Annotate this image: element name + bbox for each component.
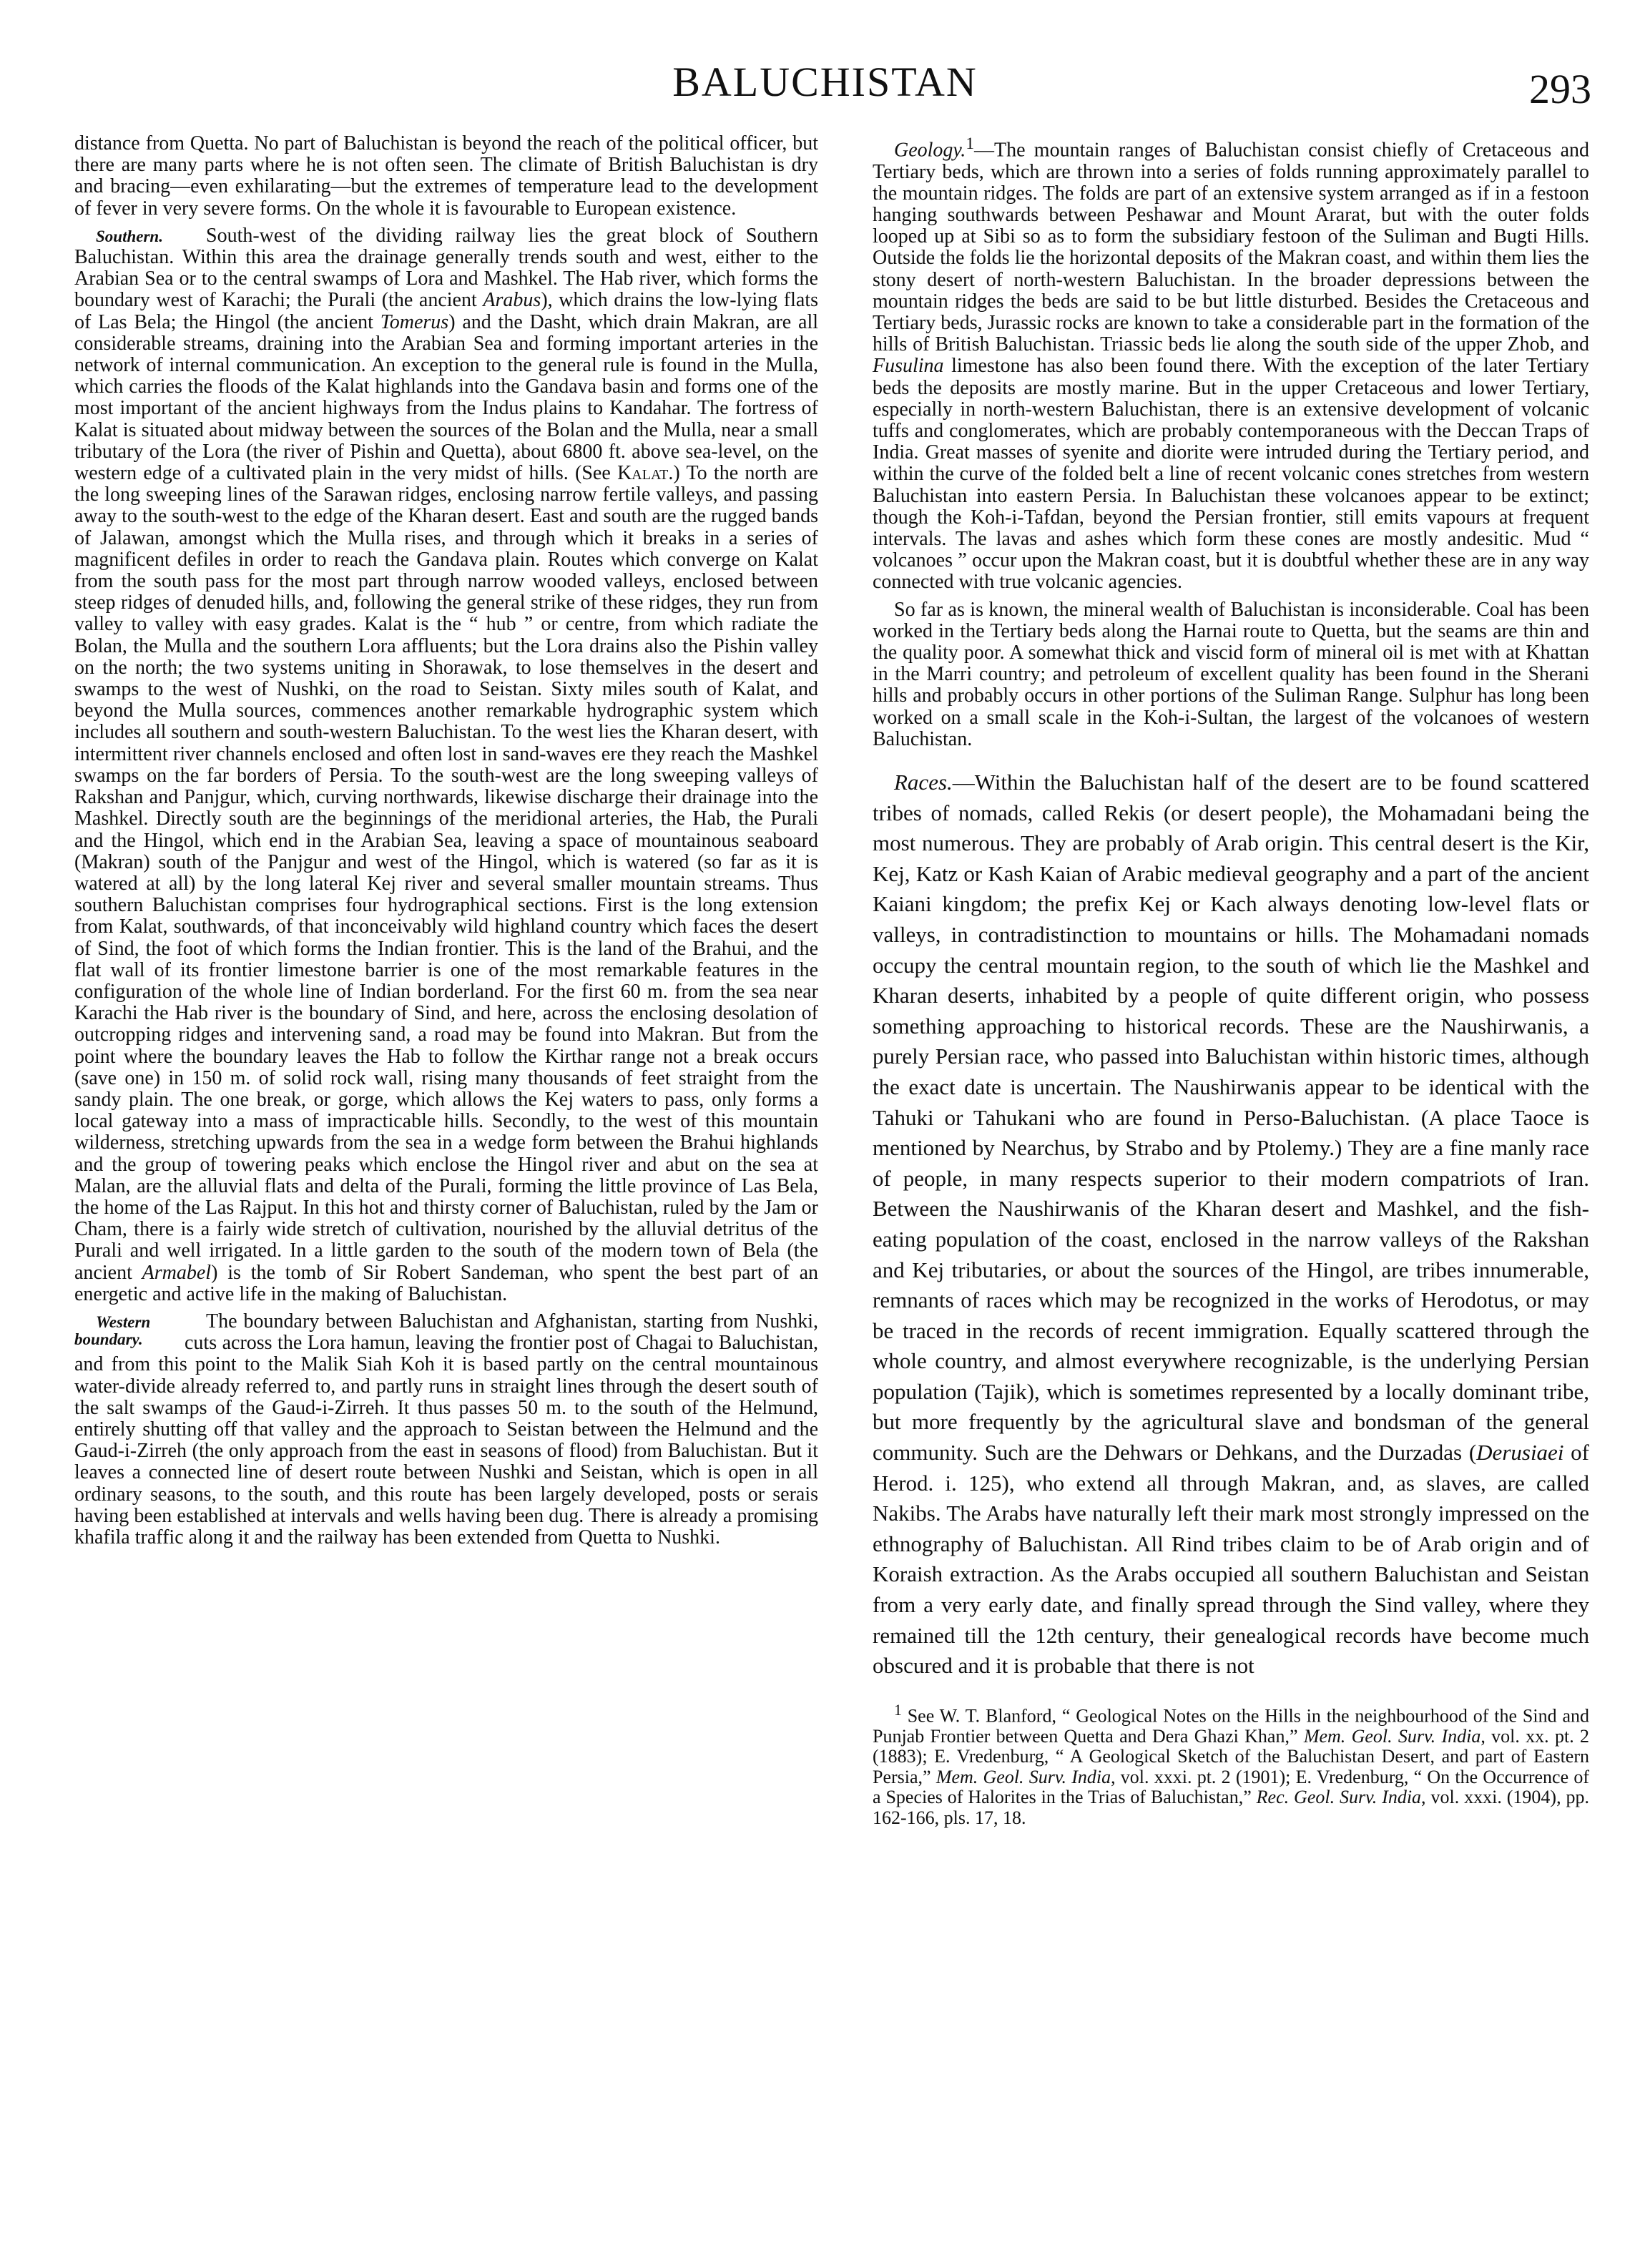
cross-reference-kalat[interactable]: Kalat	[617, 462, 669, 485]
side-note-western-boundary: Western boundary.	[74, 1312, 151, 1348]
paragraph-southern-baluchistan: Southern. South-west of the dividing railway lies the great block of Southern Baluchistan. Within this area the drainage generally trends south and west, either to the Arabian Sea or to the central swamps of Lora and Mashkel. The Hab river, which forms the boundary west of Karachi; the Purali (the ancient Arabus), which drains the low-lying flats of Las Bela; the Hingol (the ancient Tomerus) and the Dasht, which drain Makran, are all considerable streams, draining into the Arabian Sea and forming important arteries in the network of internal communication. An exception to the general rule is found in the Mulla, which carries the floods of the Kalat highlands into the Gandava basin and forms one of the most important of the ancient highways from the Indus plains to Kandahar. The fortress of Kalat is situated about midway between the sources of the Bolan and the Mulla, near a small tributary of the Lora (the river of Pishin and Quetta), about 6800 ft. above sea-level, on the western edge of a cultivated plain in the very midst of hills. (See Kalat.) To the north are the long sweeping lines of the Sarawan ridges, enclosing narrow fertile valleys, and passing away to the south-west to the edge of the Kharan desert. East and south are the rugged bands of Jalawan, amongst which the Mulla rises, and through which it breaks in a series of magnificent defiles in order to reach the Gandava plain. Routes which converge on Kalat from the south pass for the most part through narrow wooded valleys, enclosed between steep ridges of denuded hills, and, following the general strike of these ridges, they run from valley to valley with easy grades. Kalat is the “ hub ” or centre, from which radiate the Bolan, the Mulla and the southern Lora affluents; but the Lora drains also the Pishin valley on the north; the two systems uniting in Shorawak, to lose themselves in the desert and swamps to the west of Nushki, on the road to Seistan. Sixty miles south of Kalat, and beyond the Mulla sources, commences another remarkable hydrographic system which includes all southern and south-western Baluchistan. To the west lies the Kharan desert, with intermittent river channels enclosed and often lost in sand-waves ere they reach the Mashkel swamps on the far borders of Persia. To the south-west are the long sweeping valleys of Rakshan and Panjgur, which, curving northwards, likewise discharge their drainage into the Mashkel. Directly south are the beginnings of the meridional arteries, the Hab, the Purali and the Hingol, which end in the Arabian Sea, leaving a space of mountainous seaboard (Makran) south of the Panjgur and west of the Hingol, which is watered (so far as it is watered at all) by the long lateral Kej river and several smaller mountain streams. Thus southern Baluchistan comprises four hydrographical sections. First is the long extension from Kalat, southwards, of that inconceivably wild highland country which faces the desert of Sind, the foot of which forms the Indian frontier. This is the land of the Brahui, and the flat wall of its frontier limestone barrier is one of the most remarkable features in the configuration of the whole line of Indian borderland. For the first 60 m. from the sea near Karachi the Hab river is the boundary of Sind, and here, across the enclosing desolation of outcropping ridges and intervening sand, a road may be found into Makran. But from the point where the boundary leaves the Hab to follow the Kirthar range not a break occurs (save one) in 150 m. of solid rock wall, rising many thousands of feet straight from the sandy plain. The one break, or gorge, which allows the Kej waters to pass, only forms a local gateway into a mass of impracticable hills. Secondly, to the west of this mountain wilderness, stretching upwards from the sea in a wedge form between the Brahui highlands and the group of towering peaks which enclose the Hingol river and abut on the sea at Malan, are the alluvial flats and delta of the Purali, forming the little province of Las Bela, the home of the Las Rajput. In this hot and thirsty corner of Baluchistan, ruled by the Jam or Cham, there is a fairly wide stretch of cultivation, nourished by the alluvial detritus of the Purali and well irrigated. In a little garden to the south of the modern town of Bela (the ancient Armabel) is the tomb of Sir Robert Sandeman, who spent the best part of an energetic and active life in the making of Baluchistan.	[74, 224, 819, 1305]
paragraph-western-boundary: Western boundary. The boundary between Baluchistan and Afghanistan, starting from Nushki, cuts across the Lora hamun, leaving the frontier post of Chagai to Baluchistan, and from this point to the Malik Siah Koh it is based partly on the central mountainous water-divide already referred to, and partly runs in straight lines through the desert south of the salt swamps of the Gaud-i-Zirreh. It thus passes 50 m. to the south of the Helmund, entirely shutting off that valley and the approach to Seistan between the Helmund and the Gaud-i-Zirreh (the only approach from the east in seasons of flood) from Baluchistan. But it leaves a connected line of desert route between Nushki and Seistan, which is open in all ordinary seasons, to the south, and this route has been largely developed, posts or serais having been established at intervals and wells having been dug. There is already a promising khafila traffic along it and the railway has been extended from Quetta to Nushki.	[74, 1310, 818, 1548]
footnotes	[873, 1700, 1589, 1828]
right-column	[873, 133, 1589, 1834]
running-title: BALUCHISTAN	[672, 59, 978, 105]
footnote-reference[interactable]: 1	[966, 134, 974, 153]
paragraph-geology: Geology.$^1$—The mountain ranges of Baluchistan consist chiefly of Cretaceous and Tertiary beds, which are thrown into a series of folds running approximately parallel to the mountain ridges. The folds are part of an extensive system arranged as if in a festoon hanging southwards between Peshawar and Mount Ararat, but with the outer folds looped up at Sibi so as to form the subsidiary festoon of the Suliman and Bugti Hills. Outside the folds lie the horizontal deposits of the Makran coast, and within them lies the stony desert of north-western Baluchistan. In the broader depressions between the mountain ridges the beds are said to be but little disturbed. Besides the Cretaceous and Tertiary beds, Jurassic rocks are known to take a considerable part in the formation of the hills of British Baluchistan. Triassic beds lie along the south side of the upper Zhob, and Fusulina limestone has also been found there. With the exception of the later Tertiary beds the deposits are mostly marine. But in the upper Cretaceous and lower Tertiary, especially in north-western Baluchistan, there is an extensive development of volcanic tuffs and conglomerates, which are probably contemporaneous with the Deccan Traps of India. Great masses of syenite and diorite were intruded during the Tertiary period, and within the curve of the folded belt a line of recent volcanic cones stretches from western Baluchistan into eastern Persia. In Baluchistan these volcanoes appear to be extinct; though the Koh-i-Tafdan, beyond the Persian frontier, still emits vapours at frequent intervals. The lavas and ashes which form these cones are mostly andesitic. Mud “ volcanoes ” occur upon the Makran coast, but it is doubtful whether these are in any way connected with true volcanic agencies.	[873, 134, 1589, 594]
section-heading-geology: Geology.	[894, 139, 966, 162]
paragraph-political-climate: distance from Quetta. No part of Baluchistan is beyond the reach of the political officer, but there are many parts where he is not often seen. The climate of British Baluchistan is dry and bracing—even exhilarating—but the extremes of temperature lead to the development of fever in very severe forms. On the whole it is favourable to European existence.	[74, 132, 818, 220]
footnote-marker: 1	[894, 1701, 902, 1719]
footnote-1: $^1$ See W. T. Blanford, “ Geological Notes on the Hills in the neighbourhood of the Sind and Punjab Frontier between Quetta and Dera Ghazi Khan,” Mem. Geol. Surv. India, vol. xx. pt. 2 (1883); E. Vredenburg, “ A Geological Sketch of the Baluchistan Desert, and part of Eastern Persia,” Mem. Geol. Surv. India, vol. xxxi. pt. 2 (1901); E. Vredenburg, “ On the Occurrence of a Species of Halorites in the Trias of Baluchistan,” Rec. Geol. Surv. India, vol. xxxi. (1904), pp. 162-166, pls. 17, 18.	[873, 1701, 1590, 1828]
page-number: 293	[1529, 66, 1591, 112]
left-column	[74, 133, 818, 1554]
section-heading-races: Races.	[894, 770, 953, 795]
side-note-southern: Southern.	[96, 227, 163, 245]
paragraph-races: Races.—Within the Baluchistan half of the desert are to be found scattered tribes of nomads, called Rekis (or desert people), the Mohamadani being the most numerous. They are probably of Arab origin. This central desert is the Kir, Kej, Katz or Kash Kaian of Arabic medieval geography and a part of the ancient Kaiani kingdom; the prefix Kej or Kach always denoting low-level flats or valleys, in contradistinction to mountains or hills. The Mohamadani nomads occupy the central mountain region, to the south of which lie the Mashkel and Kharan deserts, inhabited by a people of quite different origin, who possess something approaching to historical records. These are the Naushirwanis, a purely Persian race, who passed into Baluchistan within historic times, although the exact date is uncertain. The Naushirwanis appear to be identical with the Tahuki or Tahukani who are found in Perso-Baluchistan. (A place Taoce is mentioned by Nearchus, by Strabo and by Ptolemy.) They are a fine manly race of people, in many respects superior to their modern compatriots of Iran. Between the Naushirwanis of the Kharan desert and Mashkel, and the fish-eating population of the coast, enclosed in the narrow valleys of the Rakshan and Kej tributaries, or about the sources of the Hingol, are tribes innumerable, remnants of races which may be recognized in the works of Herodotus, or may be traced in the records of recent immigration. Equally scattered through the whole country, and almost everywhere recognizable, is the underlying Persian population (Tajik), which is sometimes represented by a locally dominant tribe, but more frequently by the agricultural slave and bondsman of the general community. Such are the Dehwars or Dehkans, and the Durzadas (Derusiaei of Herod. i. 125), who extend all through Makran, and, as slaves, are called Nakibs. The Arabs have naturally left their mark most strongly impressed on the ethnography of Baluchistan. All Rind tribes claim to be of Arab origin and of Koraish extraction. As the Arabs occupied all southern Baluchistan and Seistan from a very early date, and finally spread through the Sind valley, where they remained till the 12th century, their genealogical records have become much obscured and it is probable that there is not	[873, 770, 1589, 1679]
paragraph-mineral-wealth: So far as is known, the mineral wealth of Baluchistan is inconsiderable. Coal has been worked in the Tertiary beds along the Harnai route to Quetta, but the seams are thin and the quality poor. A somewhat thick and viscid form of mineral oil is met with at Khattan in the Marri country; and petroleum of excellent quality has been found in the Sherani hills and probably occurs in other portions of the Suliman Range. Sulphur has long been worked on a small scale in the Koh-i-Sultan, the largest of the volcanoes of western Baluchistan.	[873, 598, 1589, 750]
